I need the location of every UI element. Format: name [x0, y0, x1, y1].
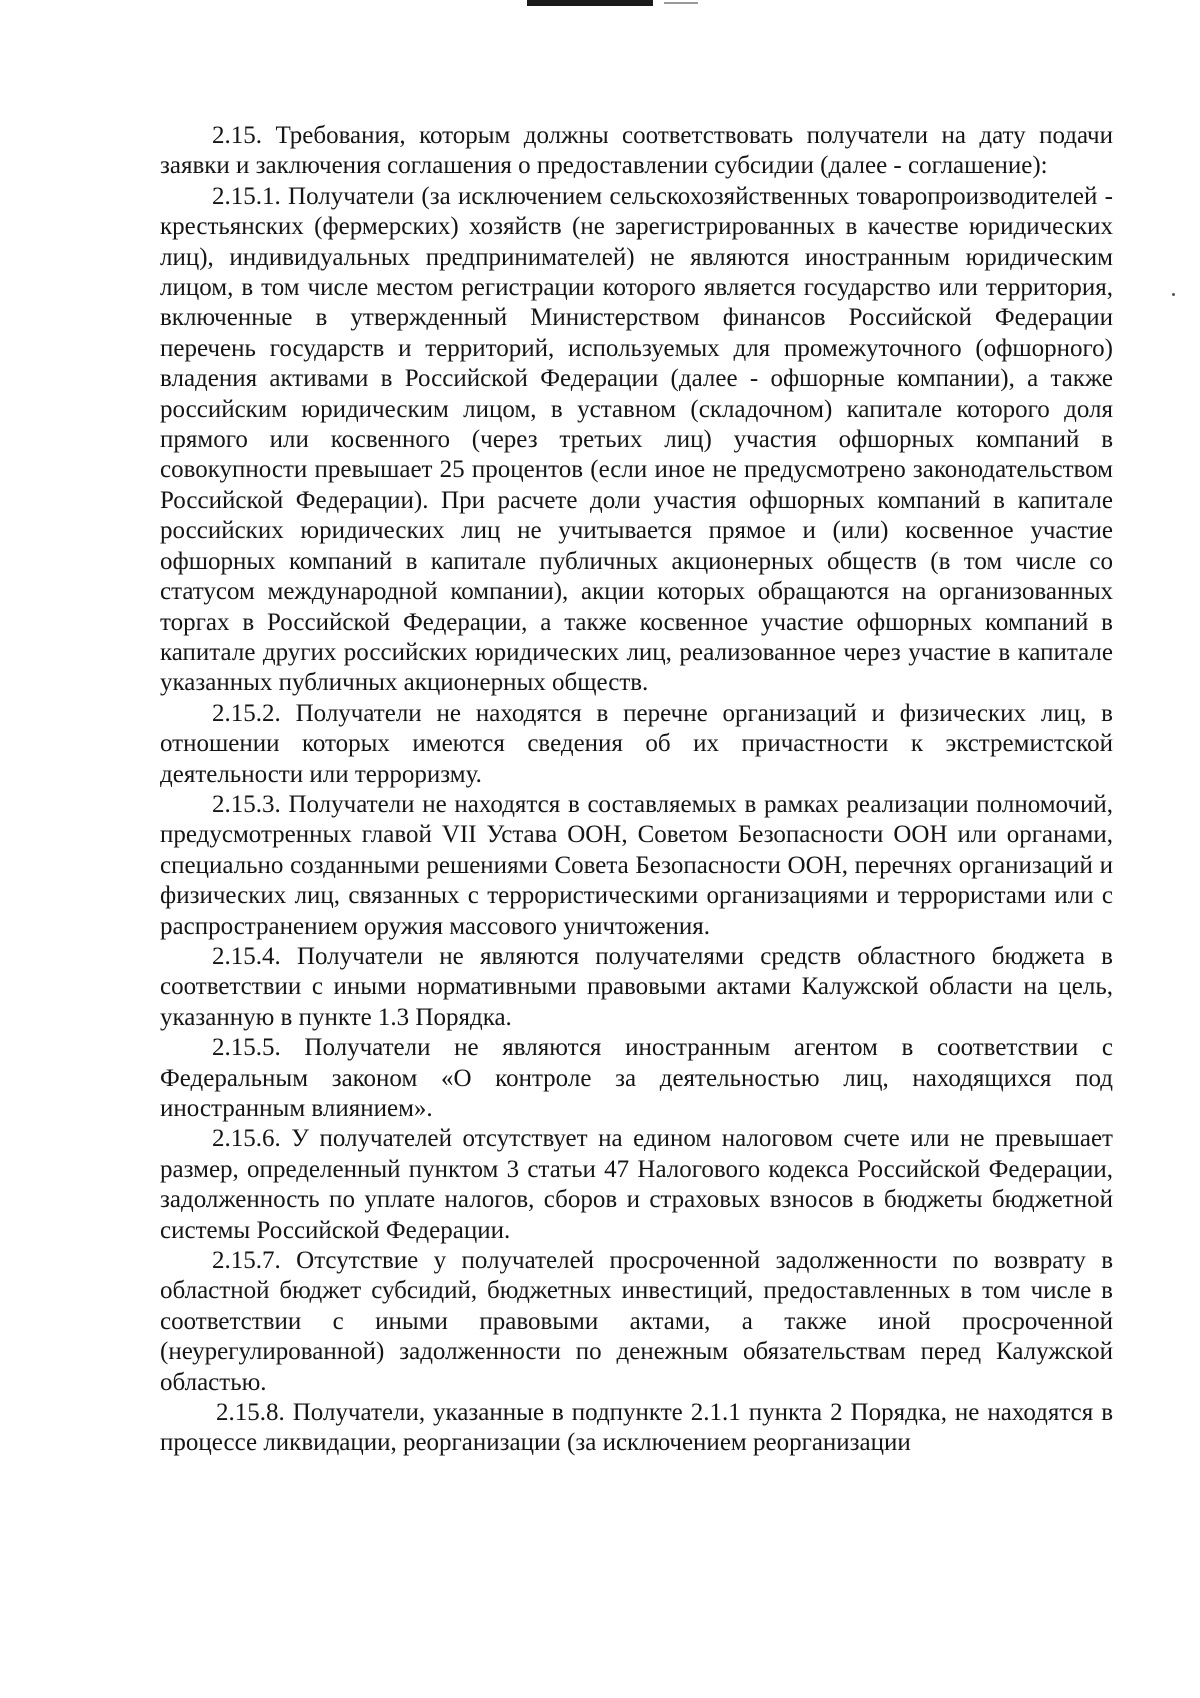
- paragraph-2-15-1: 2.15.1. Получатели (за исключением сельскохозяйственных товаропроизводителей - крестьянских (фермерских) хозяйств (не зарегистрированных в качестве юридических лиц), индивидуальных предпринимателей) не являются иностранным юридическим лицом, в том числе местом регистрации которого является государство или территория, включенные в утвержденный Министерством финансов Российской Федерации перечень государств и территорий, используемых для промежуточного (офшорного) владения активами в Российской Федерации (далее - офшорные компании), а также российским юридическим лицом, в уставном (складочном) капитале которого доля прямого или косвенного (через третьих лиц) участия офшорных компаний в совокупности превышает 25 процентов (если иное не предусмотрено законодательством Российской Федерации). При расчете доли участия офшорных компаний в капитале российских юридических лиц не учитывается прямое и (или) косвенное участие офшорных компаний в капитале публичных акционерных обществ (в том числе со статусом международной компании), акции которых обращаются на организованных торгах в Российской Федерации, а также косвенное участие офшорных компаний в капитале других российских юридических лиц, реализованное через участие в капитале указанных публичных акционерных обществ.: [160, 182, 1113, 697]
- paragraph-2-15-7: 2.15.7. Отсутствие у получателей просроченной задолженности по возврату в областной бюджет субсидий, бюджетных инвестиций, предоставленных в том числе в соответствии с иными правовыми актами, а также иной просроченной (неурегулированной) задолженности по денежным обязательствам перед Калужской областью.: [160, 1247, 1113, 1396]
- paragraph-2-15-5: 2.15.5. Получатели не являются иностранным агентом в соответствии с Федеральным законом «О контроле за деятельностью лиц, находящихся под иностранным влиянием».: [160, 1034, 1113, 1122]
- scan-artifact-dot: [1172, 293, 1175, 296]
- document-body: [160, 121, 1113, 1459]
- paragraph-2-15-3: 2.15.3. Получатели не находятся в составляемых в рамках реализации полномочий, предусмотренных главой VII Устава ООН, Советом Безопасности ООН или органами, специально созданными решениями Совета Безопасности ООН, перечнях организаций и физических лиц, связанных с террористическими организациями и террористами или с распространением оружия массового уничтожения.: [160, 790, 1113, 940]
- paragraph-2-15-4: 2.15.4. Получатели не являются получателями средств областного бюджета в соответствии с иными нормативными правовыми актами Калужской области на цель, указанную в пункте 1.3 Порядка.: [160, 942, 1113, 1031]
- paragraph-2-15-2: 2.15.2. Получатели не находятся в перечне организаций и физических лиц, в отношении которых имеются сведения об их причастности к экстремистской деятельности или терроризму.: [160, 699, 1113, 788]
- paragraph-2-15-6: 2.15.6. У получателей отсутствует на едином налоговом счете или не превышает размер, определенный пунктом 3 статьи 47 Налогового кодекса Российской Федерации, задолженность по уплате налогов, сборов и страховых взносов в бюджеты бюджетной системы Российской Федерации.: [160, 1125, 1113, 1244]
- scan-artifact-tail: [664, 2, 698, 4]
- scan-artifact-mark: [527, 0, 653, 6]
- paragraph-2-15: 2.15. Требования, которым должны соответствовать получатели на дату подачи заявки и заключения соглашения о предоставлении субсидии (далее - соглашение):: [160, 122, 1113, 180]
- paragraph-2-15-8: 2.15.8. Получатели, указанные в подпункте 2.1.1 пункта 2 Порядка, не находятся в процессе ликвидации, реорганизации (за исключением реорганизации: [160, 1399, 1113, 1457]
